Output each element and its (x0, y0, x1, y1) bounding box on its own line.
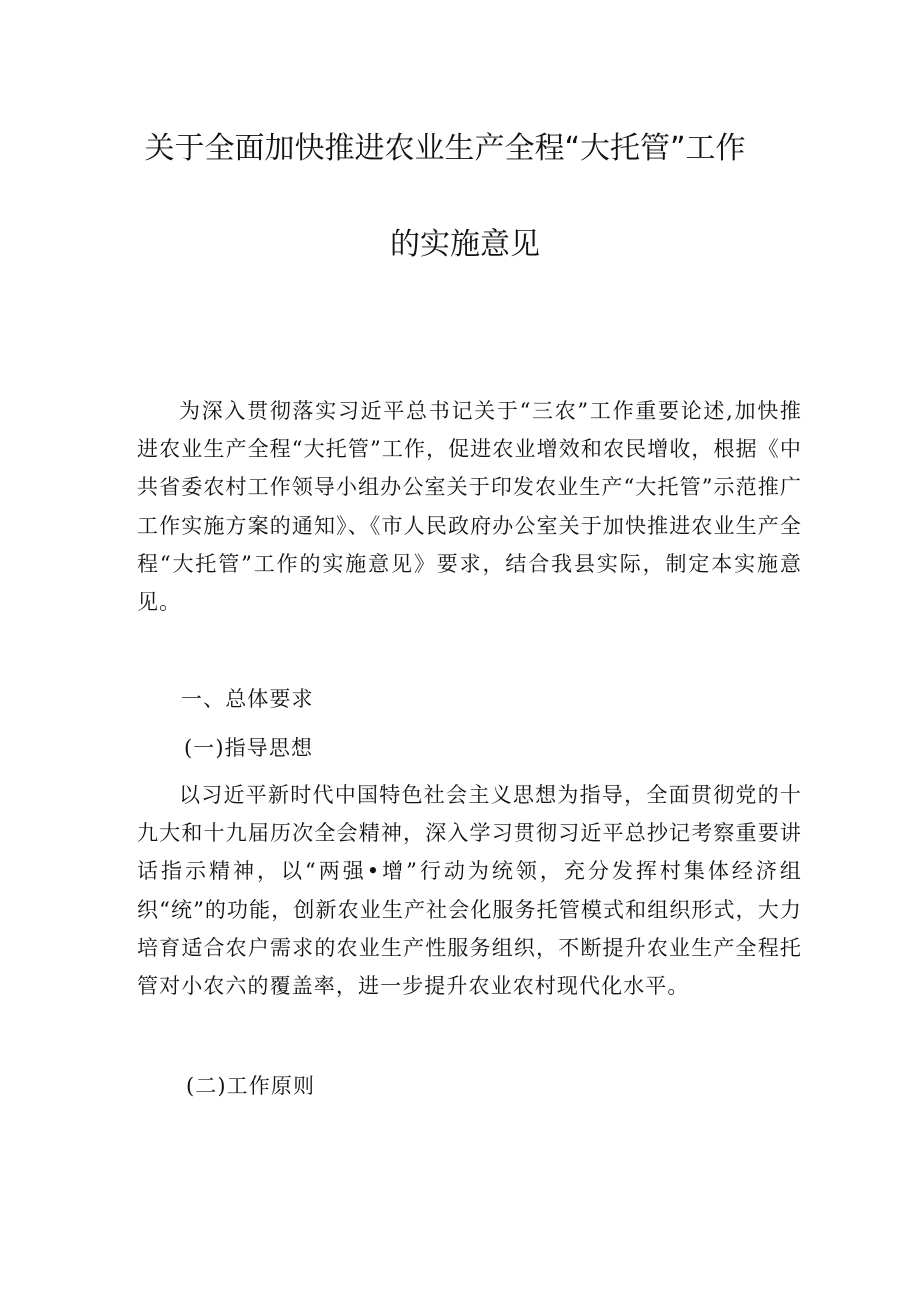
document-title-line-2: 的实施意见 (390, 227, 540, 262)
intro-paragraph-block (137, 392, 802, 621)
guiding-paragraph: 以习近平新时代中国特色社会主义思想为指导，全面贯彻党的十九大和十九届历次全会精神，深入学习贯彻习近平总抄记考察重要讲话指示精神，以“两强•增”行动为统领，充分发挥村集体经济组织“统”的功能，创新农业生产社会化服务托管模式和组织形式，大力培育适合农户需求的农业生产性服务组织，不断提升农业生产全程托管对小农六的覆盖率，进一步提升农业农村现代化水平。 (137, 783, 802, 999)
section-heading-overall-requirements: 一、总体要求 (181, 687, 314, 711)
document-title-line-1: 关于全面加快推进农业生产全程“大托管”工作 (144, 131, 746, 166)
subsection-heading-guiding-ideology: (一)指导思想 (184, 736, 314, 760)
guiding-paragraph-block (137, 776, 802, 1005)
subsection-heading-work-principles: (二)工作原则 (186, 1074, 316, 1098)
intro-paragraph: 为深入贯彻落实习近平总书记关于“三农”工作重要论述,加快推进农业生产全程“大托管”工作，促进农业增效和农民增收，根据《中共省委农村工作领导小组办公室关于印发农业生产“大托管”示范推广工作实施方案的通知》、《市人民政府办公室关于加快推进农业生产全程“大托管”工作的实施意见》要求，结合我县实际，制定本实施意见。 (137, 399, 802, 615)
